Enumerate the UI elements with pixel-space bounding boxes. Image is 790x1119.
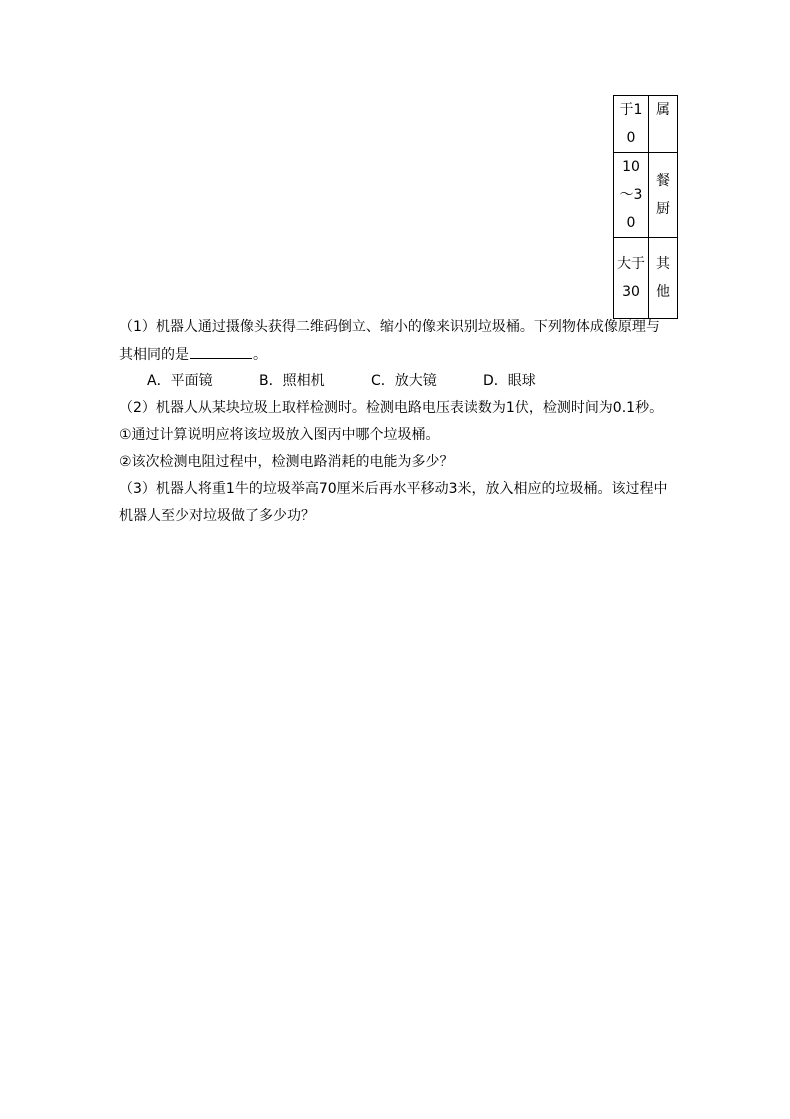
option-c[interactable]: C．放大镜: [371, 373, 437, 389]
question-1-suffix: 。: [253, 347, 267, 363]
table-cell-range: [614, 238, 649, 319]
table-cell-type: [649, 153, 678, 238]
option-b[interactable]: B．照相机: [259, 373, 325, 389]
garbage-classification-table: [613, 95, 678, 319]
answer-blank[interactable]: [190, 344, 252, 359]
range-text: 10～30: [619, 159, 643, 231]
option-a[interactable]: A．平面镜: [147, 373, 213, 389]
question-2-sub-2: ②该次检测电阻过程中，检测电路消耗的电能为多少？: [119, 454, 454, 470]
question-3-line-1: （3）机器人将重1牛的垃圾举高70厘米后再水平移动3米，放入相应的垃圾桶。该过程中: [119, 481, 668, 497]
question-1-prefix: 其相同的是: [119, 347, 189, 363]
range-text: 于10: [619, 102, 643, 146]
table-cell-range: [614, 153, 649, 238]
table-row: [614, 96, 678, 153]
question-2-line-1: （2）机器人从某块垃圾上取样检测时。检测电路电压表读数为1伏，检测时间为0.1秒。: [119, 400, 664, 416]
table-cell-type: [649, 96, 678, 153]
question-3-line-2: 机器人至少对垃圾做了多少功？: [119, 508, 315, 524]
question-1-line-1: （1）机器人通过摄像头获得二维码倒立、缩小的像来识别垃圾桶。下列物体成像原理与: [119, 319, 660, 335]
question-2-sub-1: ①通过计算说明应将该垃圾放入图丙中哪个垃圾桶。: [119, 427, 440, 443]
type-text: 餐厨: [656, 173, 670, 217]
type-text: 属: [656, 102, 670, 118]
table-row: [614, 153, 678, 238]
question-1-options: [147, 371, 563, 391]
range-text: 大于30: [617, 256, 645, 300]
table-cell-range: [614, 96, 649, 153]
table-row: [614, 238, 678, 319]
option-d[interactable]: D．眼球: [483, 373, 536, 389]
type-text: 其他: [656, 256, 670, 300]
question-1-line-2: [119, 344, 267, 365]
table-cell-type: [649, 238, 678, 319]
